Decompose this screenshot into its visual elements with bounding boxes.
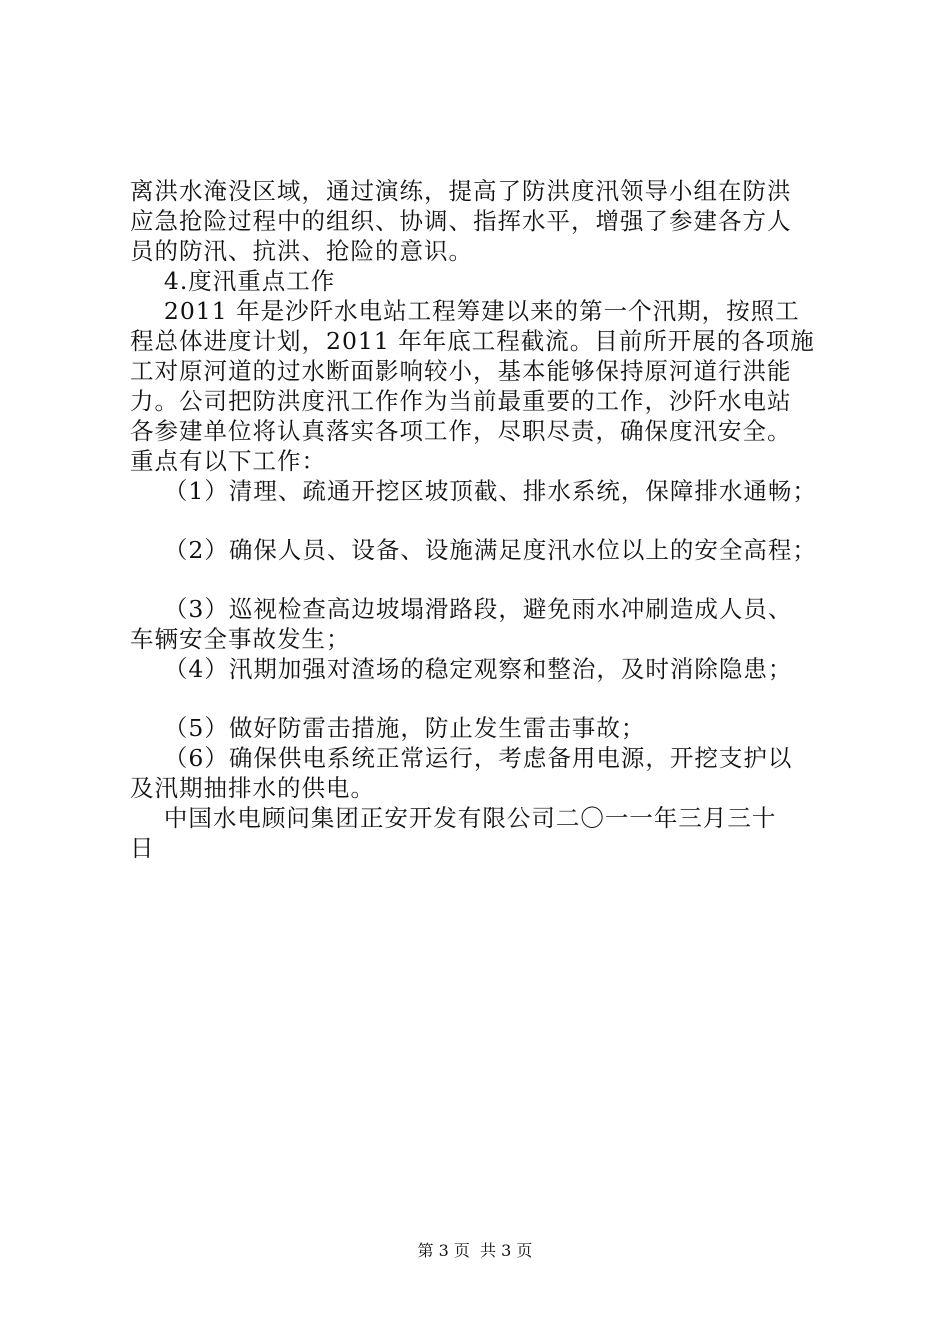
text-line: 力。公司把防洪度汛工作作为当前最重要的工作，沙阡水电站 bbox=[130, 387, 792, 415]
list-item-2: （2）确保人员、设备、设施满足度汛水位以上的安全高程； bbox=[130, 536, 817, 564]
list-item-6: （6）确保供电系统正常运行，考虑备用电源，开挖支护以 bbox=[130, 744, 793, 772]
page-footer bbox=[0, 1241, 950, 1261]
text-line: 车辆安全事故发生； bbox=[130, 625, 351, 653]
text-line: 2011 年是沙阡水电站工程筹建以来的第一个汛期，按照工 bbox=[130, 297, 800, 325]
page-number-label: 第 3 页 共 3 页 bbox=[417, 1241, 533, 1260]
blank-line bbox=[130, 506, 845, 535]
blank-line bbox=[130, 684, 845, 713]
list-item-1: （1）清理、疏通开挖区坡顶截、排水系统，保障排水通畅； bbox=[130, 477, 817, 505]
text-line: 重点有以下工作： bbox=[130, 447, 326, 475]
signature-line-end: 日 bbox=[130, 834, 155, 862]
list-item-3: （3）巡视检查高边坡塌滑路段，避免雨水冲刷造成人员、 bbox=[130, 595, 793, 623]
list-item-5: （5）做好防雷击措施，防止发生雷击事故； bbox=[130, 714, 646, 742]
text-line: 员的防汛、抗洪、抢险的意识。 bbox=[130, 237, 473, 265]
text-line: 工对原河道的过水断面影响较小，基本能够保持原河道行洪能 bbox=[130, 357, 792, 385]
text-line: 及汛期抽排水的供电。 bbox=[130, 774, 375, 802]
text-line: 程总体进度计划，2011 年年底工程截流。目前所开展的各项施 bbox=[130, 327, 815, 355]
section-heading: 4.度汛重点工作 bbox=[130, 267, 336, 295]
text-line: 各参建单位将认真落实各项工作，尽职尽责，确保度汛安全。 bbox=[130, 417, 792, 445]
blank-line bbox=[130, 565, 845, 594]
text-line: 应急抢险过程中的组织、协调、指挥水平，增强了参建各方人 bbox=[130, 207, 792, 235]
document-body bbox=[130, 176, 845, 863]
text-line: 离洪水淹没区域，通过演练，提高了防洪度汛领导小组在防洪 bbox=[130, 177, 792, 205]
list-item-4: （4）汛期加强对渣场的稳定观察和整治，及时消除隐患； bbox=[130, 655, 793, 683]
signature-line: 中国水电顾问集团正安开发有限公司二〇一一年三月三十 bbox=[130, 804, 777, 832]
